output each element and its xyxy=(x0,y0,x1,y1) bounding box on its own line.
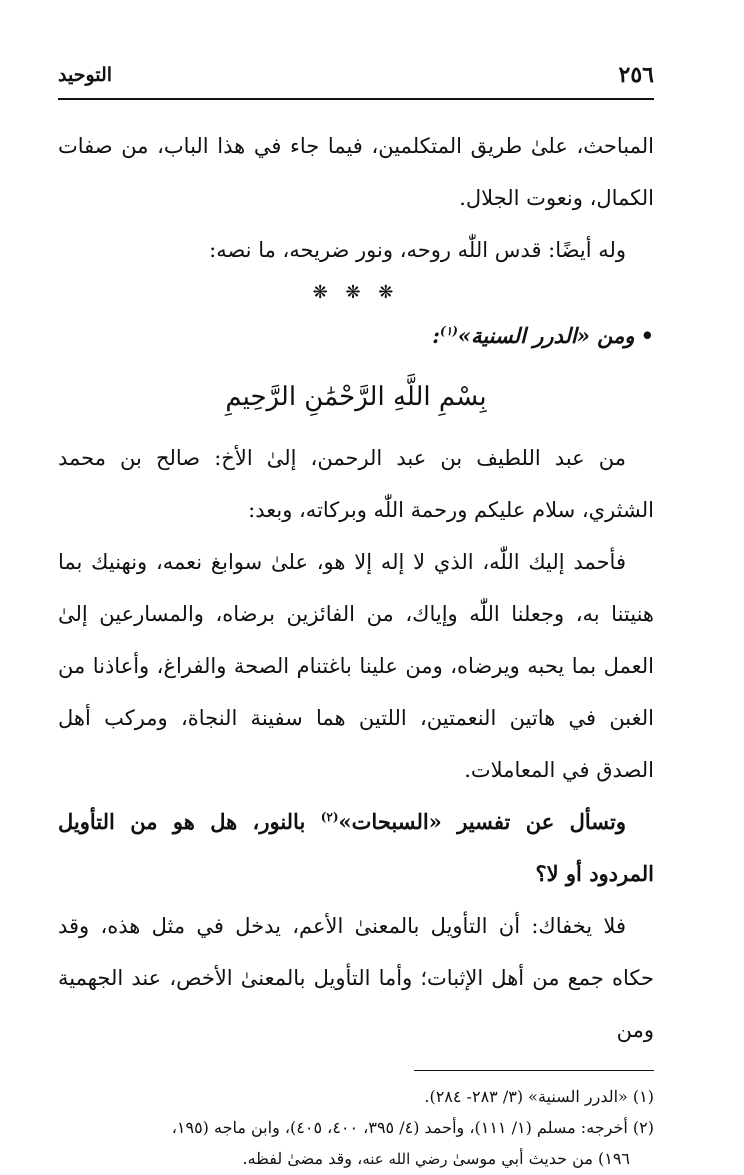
section-heading-text: ومن «الدرر السنية» xyxy=(457,323,635,348)
main-text xyxy=(58,120,654,1056)
footnote-2-text-a: ١٩٦) من حديث أبي موسىٰ xyxy=(447,1149,630,1168)
basmala: بِسْمِ اللَّهِ الرَّحْمَٰنِ الرَّحِيمِ xyxy=(225,382,487,412)
question-paragraph xyxy=(58,796,654,900)
footnote-ref-2[interactable]: (٢) xyxy=(320,810,339,824)
paragraph-1: المباحث، علىٰ طريق المتكلمين، فيما جاء في هذا الباب، من صفات الكمال، ونعوت الجلال. xyxy=(58,134,654,210)
question-part-2: بالنور، هل هو من التأويل المردود أو لا؟ xyxy=(58,809,654,886)
paragraph-5: فلا يخفاك: أن التأويل بالمعنىٰ الأعم، يدخل في مثل هذه، وقد حكاه جمع من أهل الإثبات؛ وأما التأويل بالمعنىٰ الأخص، عند الجهمية ومن xyxy=(58,914,654,1042)
honorific-ornament: رضي الله عنه xyxy=(362,1150,448,1168)
running-title: التوحيد xyxy=(58,64,113,86)
paragraph-4: فأحمد إليك اللّٰه، الذي لا إله إلا هو، علىٰ سوابغ نعمه، ونهنيك بما هنيتنا به، وجعلنا اللّٰه وإياك، من الفائزين برضاه، والمسارعين إلىٰ العمل بما يحبه ويرضاه، ومن علينا باغتنام الصحة والفراغ، وأعاذنا من الغبن في هاتين النعمتين، اللتين هما سفينة النجاة، ومركب أهل الصدق في المعاملات. xyxy=(58,550,654,782)
bullet-icon: • xyxy=(640,323,654,348)
footnote-2-text-b: ، وقد مضىٰ لفظه. xyxy=(242,1149,363,1168)
footnote-divider xyxy=(414,1070,654,1071)
footnotes xyxy=(58,1081,654,1175)
section-heading-colon: : xyxy=(432,323,441,348)
footnote-2-line-2 xyxy=(58,1143,654,1175)
section-divider: ❋ ❋ ❋ xyxy=(312,282,400,303)
paragraph-2: وله أيضًا: قدس اللّٰه روحه، ونور ضريحه، ما نصه: xyxy=(209,238,626,262)
page-number: ٢٥٦ xyxy=(618,62,654,88)
book-page xyxy=(58,58,654,1168)
footnote-ref-1[interactable]: (١) xyxy=(440,324,458,338)
footnote-1: (١) «الدرر السنية» (٣/ ٢٨٣- ٢٨٤). xyxy=(424,1087,654,1106)
page-header xyxy=(58,58,654,100)
section-heading xyxy=(58,310,654,362)
question-part-1: وتسأل عن تفسير «السبحات» xyxy=(338,809,626,834)
paragraph-3: من عبد اللطيف بن عبد الرحمن، إلىٰ الأخ: صالح بن محمد الشثري، سلام عليكم ورحمة اللّٰه وبركاته، وبعد: xyxy=(58,446,654,522)
footnote-2-line-1: (٢) أخرجه: مسلم (١/ ١١١)، وأحمد (٤/ ٣٩٥، ٤٠٠، ٤٠٥)، وابن ماجه (١٩٥، xyxy=(171,1118,654,1137)
